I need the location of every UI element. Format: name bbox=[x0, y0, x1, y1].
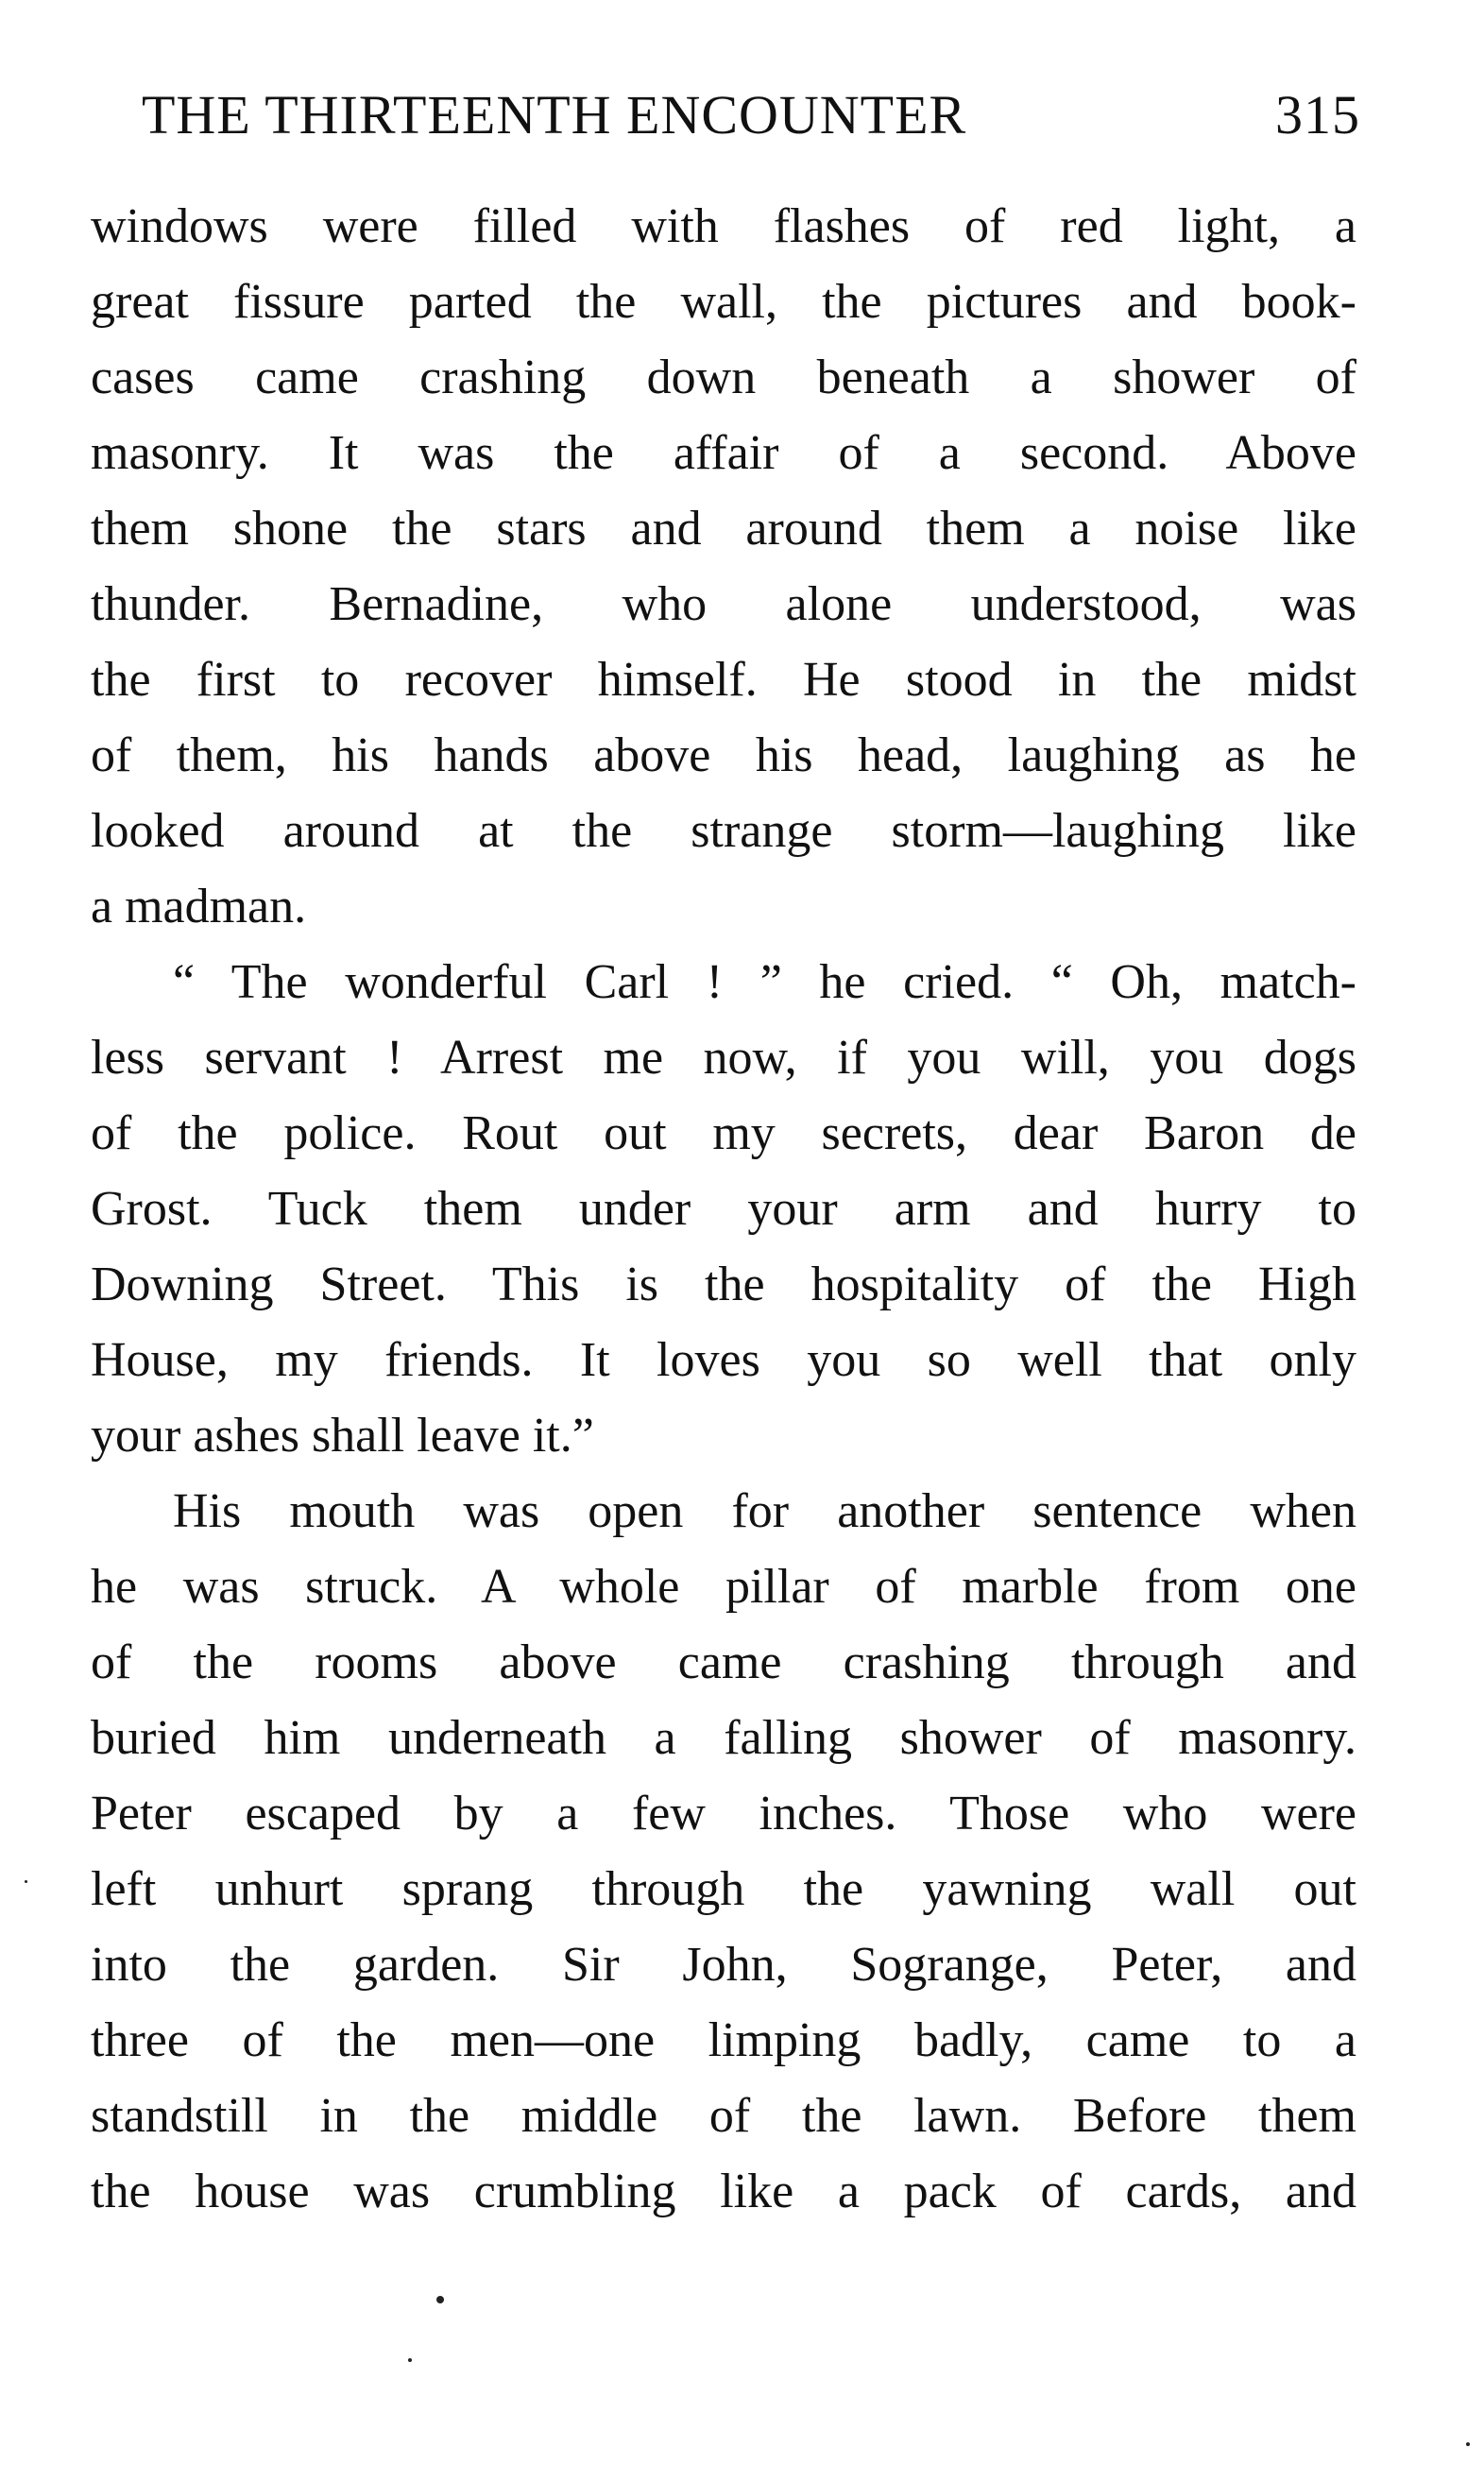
text-line: House, my friends. It loves you so well that only bbox=[91, 1333, 1356, 1387]
text-line: them shone the stars and around them a noise like bbox=[91, 502, 1356, 556]
text-line: less servant ! Arrest me now, if you will, you dogs bbox=[91, 1031, 1356, 1085]
text-line: Grost. Tuck them under your arm and hurry to bbox=[91, 1182, 1356, 1236]
body-text bbox=[91, 189, 1356, 2230]
text-line: the house was crumbling like a pack of cards, and bbox=[91, 2165, 1356, 2218]
text-line: three of the men—one limping badly, came to a bbox=[91, 2013, 1356, 2067]
running-title: THE THIRTEENTH ENCOUNTER bbox=[142, 84, 967, 146]
text-line: of them, his hands above his head, laughing as he bbox=[91, 728, 1356, 782]
scan-speck bbox=[1466, 2442, 1470, 2446]
scan-speck bbox=[436, 2296, 444, 2303]
paragraph-end-line: a madman. bbox=[91, 880, 307, 933]
text-line: Peter escaped by a few inches. Those who were bbox=[91, 1787, 1356, 1840]
scan-speck bbox=[25, 1880, 27, 1883]
text-line: masonry. It was the affair of a second. Above bbox=[91, 426, 1356, 480]
text-line: he was struck. A whole pillar of marble from one bbox=[91, 1560, 1356, 1614]
text-line: windows were filled with flashes of red light, a bbox=[91, 199, 1356, 253]
text-line: thunder. Bernadine, who alone understood, was bbox=[91, 577, 1356, 631]
text-line: great fissure parted the wall, the pictures and book- bbox=[91, 275, 1356, 329]
paragraph-start-line: “ The wonderful Carl ! ” he cried. “ Oh, match- bbox=[173, 955, 1356, 1009]
text-line: cases came crashing down beneath a shower of bbox=[91, 351, 1356, 404]
text-line: buried him underneath a falling shower of masonry. bbox=[91, 1711, 1356, 1765]
paragraph-start-line: His mouth was open for another sentence when bbox=[173, 1484, 1356, 1538]
page-header bbox=[142, 83, 1360, 159]
scan-speck bbox=[408, 2358, 412, 2362]
text-line: the first to recover himself. He stood in the midst bbox=[91, 653, 1356, 707]
paragraph-end-line: your ashes shall leave it.” bbox=[91, 1409, 594, 1463]
text-line: into the garden. Sir John, Sogrange, Peter, and bbox=[91, 1938, 1356, 1992]
text-line: left unhurt sprang through the yawning wall out bbox=[91, 1862, 1356, 1916]
text-line: of the police. Rout out my secrets, dear Baron de bbox=[91, 1106, 1356, 1160]
page-number: 315 bbox=[1275, 84, 1360, 146]
text-line: looked around at the strange storm—laughing like bbox=[91, 804, 1356, 858]
text-line: of the rooms above came crashing through and bbox=[91, 1635, 1356, 1689]
text-line: standstill in the middle of the lawn. Before them bbox=[91, 2089, 1356, 2143]
text-line: Downing Street. This is the hospitality of the High bbox=[91, 1258, 1356, 1311]
